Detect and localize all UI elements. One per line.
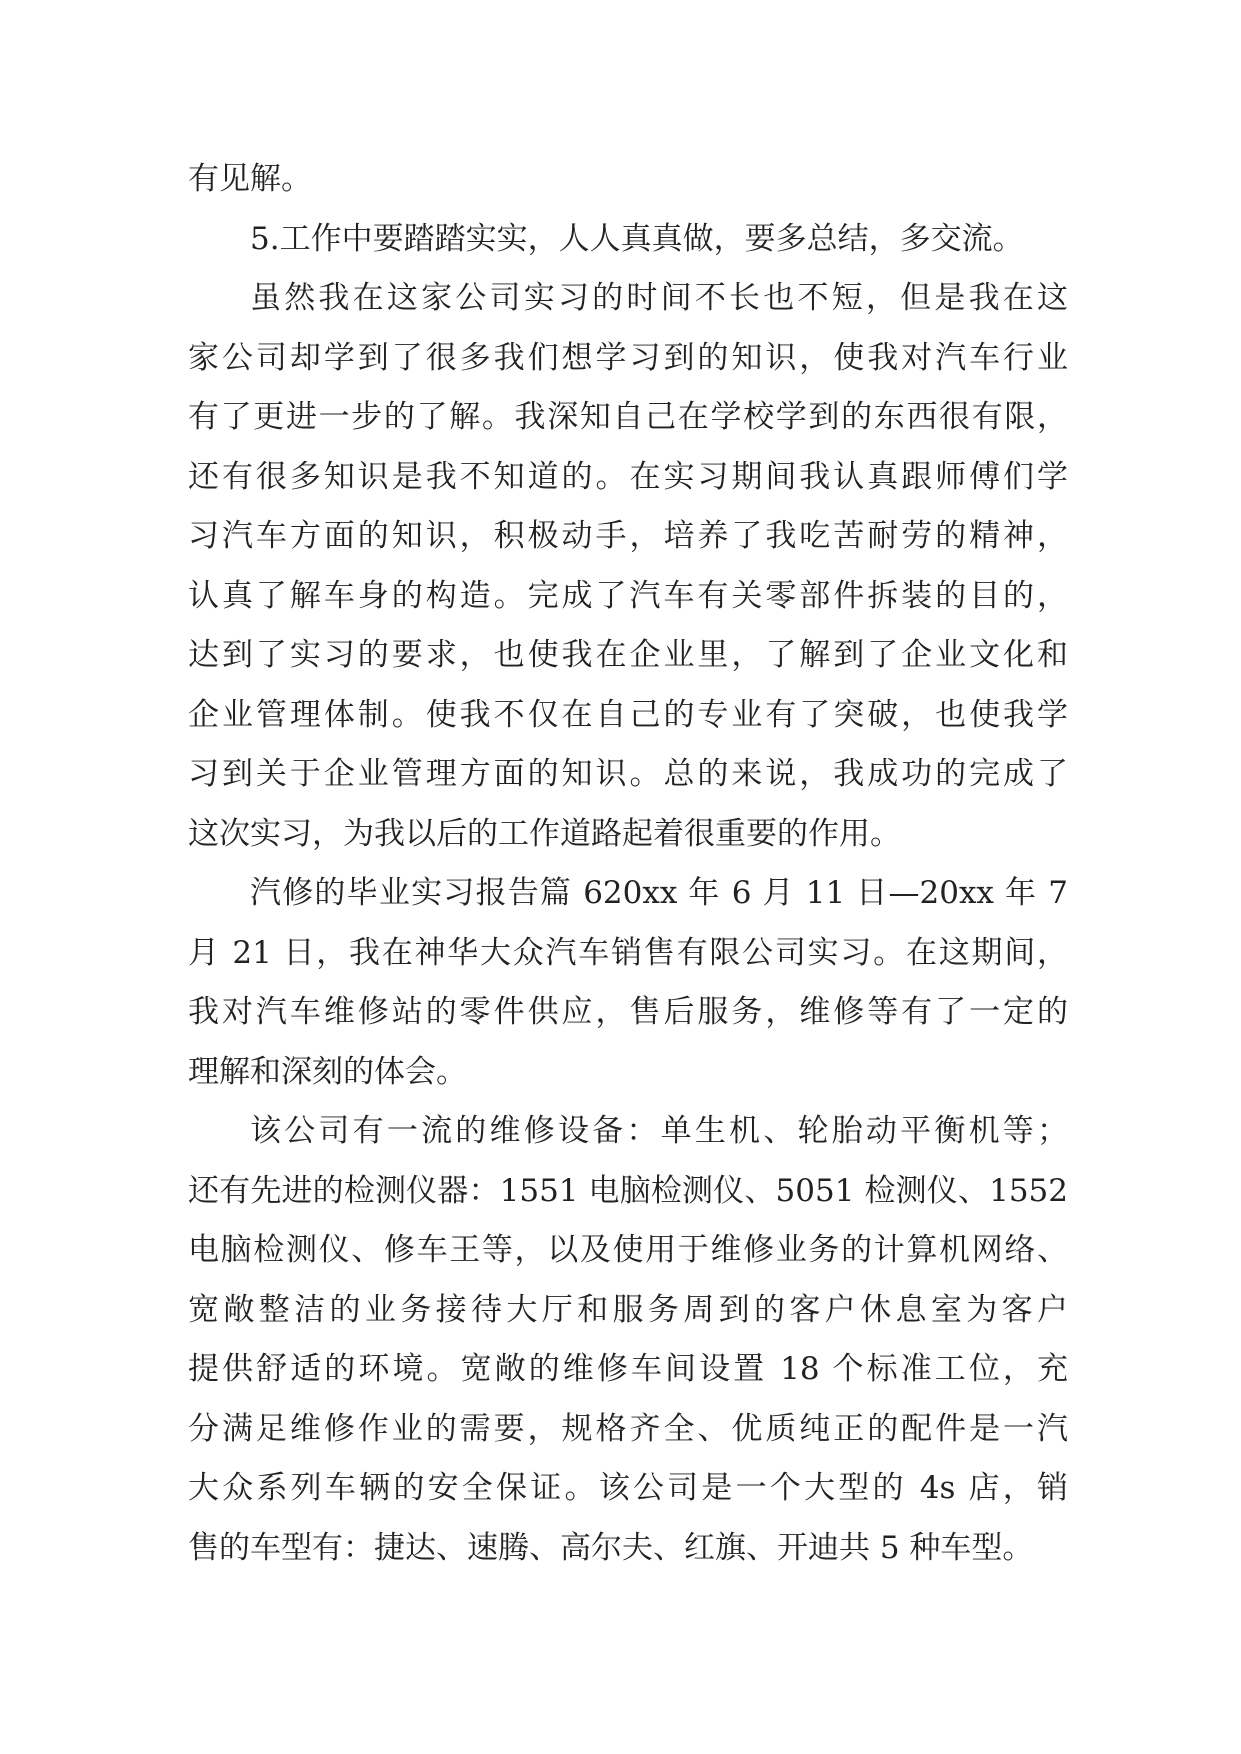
text-line: 大众系列车辆的安全保证。该公司是一个大型的 4s 店，销 [188, 1470, 1068, 1506]
paragraph [188, 150, 1068, 210]
text-line: 还有很多知识是我不知道的。在实习期间我认真跟师傅们学 [188, 458, 1068, 495]
text-line: 认真了解车身的构造。完成了汽车有关零部件拆装的目的， [188, 577, 1068, 614]
text-line: 习到关于企业管理方面的知识。总的来说，我成功的完成了 [188, 756, 1068, 792]
text-line: 售的车型有：捷达、速腾、高尔夫、红旗、开迪共 5 种车型。 [188, 1529, 1034, 1566]
text-line: 分满足维修作业的需要，规格齐全、优质纯正的配件是一汽 [188, 1410, 1068, 1447]
text-line: 企业管理体制。使我不仅在自己的专业有了突破，也使我学 [188, 696, 1068, 733]
document-body [188, 150, 1068, 1578]
text-line: 月 21 日，我在神华大众汽车销售有限公司实习。在这期间， [188, 934, 1068, 971]
text-line: 理解和深刻的体会。 [188, 1053, 467, 1090]
text-line: 5.工作中要踏踏实实，人人真真做，要多总结，多交流。 [250, 220, 1024, 257]
text-line: 还有先进的检测仪器：1551 电脑检测仪、5051 检测仪、1552 [188, 1172, 1068, 1209]
text-line: 虽然我在这家公司实习的时间不长也不短，但是我在这 [250, 280, 1068, 316]
text-line: 家公司却学到了很多我们想学习到的知识，使我对汽车行业 [188, 339, 1068, 376]
text-line: 达到了实习的要求，也使我在企业里，了解到了企业文化和 [188, 637, 1068, 673]
text-line: 有了更进一步的了解。我深知自己在学校学到的东西很有限， [188, 399, 1068, 435]
paragraph [188, 864, 1068, 1102]
paragraph [188, 210, 1068, 270]
paragraph [188, 269, 1068, 864]
text-line: 电脑检测仪、修车王等，以及使用于维修业务的计算机网络、 [188, 1232, 1068, 1268]
text-line: 该公司有一流的维修设备：单生机、轮胎动平衡机等； [250, 1113, 1068, 1149]
text-line: 习汽车方面的知识，积极动手，培养了我吃苦耐劳的精神， [188, 518, 1068, 554]
text-line: 汽修的毕业实习报告篇 620xx 年 6 月 11 日—20xx 年 7 [250, 875, 1068, 911]
text-line: 我对汽车维修站的零件供应，售后服务，维修等有了一定的 [188, 994, 1068, 1030]
paragraph [188, 1102, 1068, 1578]
text-line: 有见解。 [188, 161, 312, 197]
text-line: 提供舒适的环境。宽敞的维修车间设置 18 个标准工位，充 [188, 1351, 1068, 1387]
text-line: 这次实习，为我以后的工作道路起着很重要的作用。 [188, 815, 901, 852]
text-line: 宽敞整洁的业务接待大厅和服务周到的客户休息室为客户 [188, 1291, 1068, 1328]
